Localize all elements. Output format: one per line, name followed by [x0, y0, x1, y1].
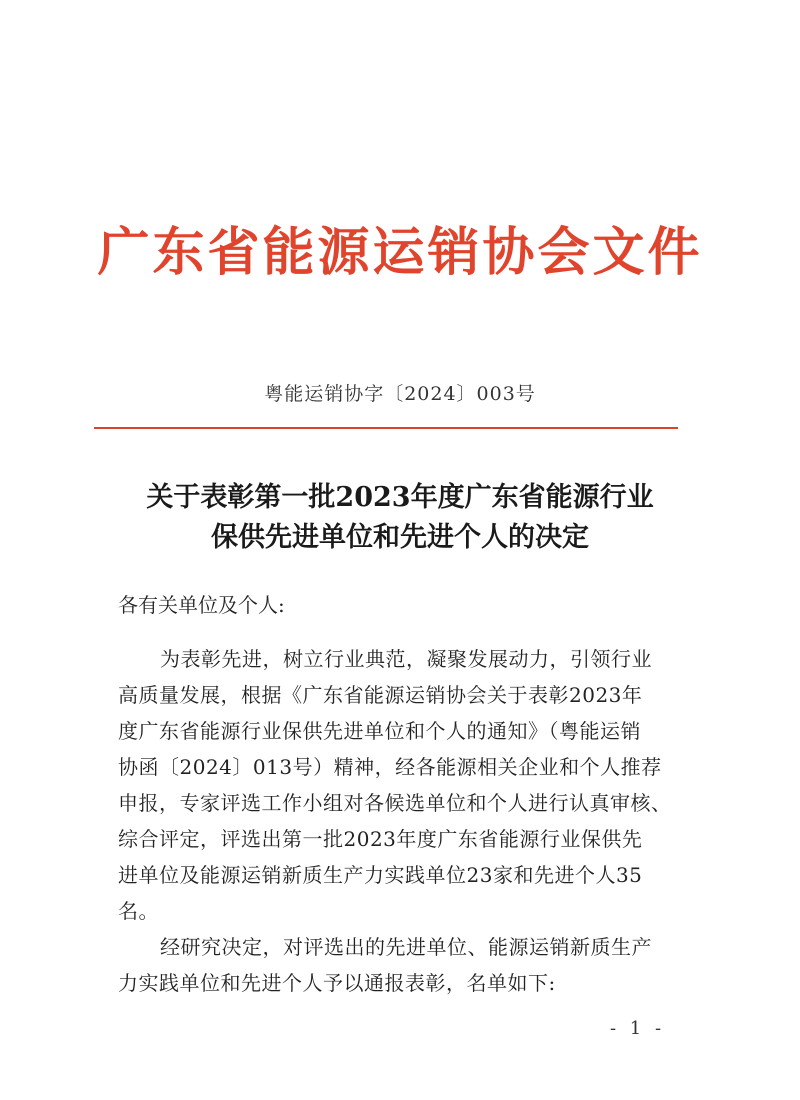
document-number: 粤能运销协字〔2024〕003号 [264, 383, 536, 405]
paragraph-2-line: 经研究决定，对评选出的先进单位、能源运销新质生产 [160, 935, 652, 959]
paragraph-1-line: 名。 [118, 899, 159, 923]
title-line-2: 保供先进单位和先进个人的决定 [211, 522, 589, 553]
paragraph-1-line: 度广东省能源行业保供先进单位和个人的通知》（粤能运销 [118, 719, 641, 743]
paragraph-1-line: 协函〔2024〕013号）精神，经各能源相关企业和个人推荐 [118, 755, 662, 779]
page-number: - 1 - [610, 1018, 666, 1039]
title-line-1: 关于表彰第一批2023年度广东省能源行业 [146, 482, 654, 513]
paragraph-1-line: 高质量发展，根据《广东省能源运销协会关于表彰2023年 [118, 683, 643, 707]
paragraph-1-line: 进单位及能源运销新质生产力实践单位23家和先进个人35 [118, 863, 643, 887]
paragraph-1-line: 申报，专家评选工作小组对各候选单位和个人进行认真审核、 [118, 791, 672, 815]
paragraph-2-line: 力实践单位和先进个人予以通报表彰，名单如下: [118, 971, 556, 995]
red-divider-rule [94, 427, 678, 429]
document-title [0, 478, 800, 558]
document-masthead: 广东省能源运销协会文件 [97, 223, 703, 283]
paragraph-1-line: 为表彰先进，树立行业典范，凝聚发展动力，引领行业 [160, 647, 652, 671]
paragraph-1-line: 综合评定，评选出第一批2023年度广东省能源行业保供先 [118, 827, 643, 851]
salutation: 各有关单位及个人: [118, 593, 285, 617]
